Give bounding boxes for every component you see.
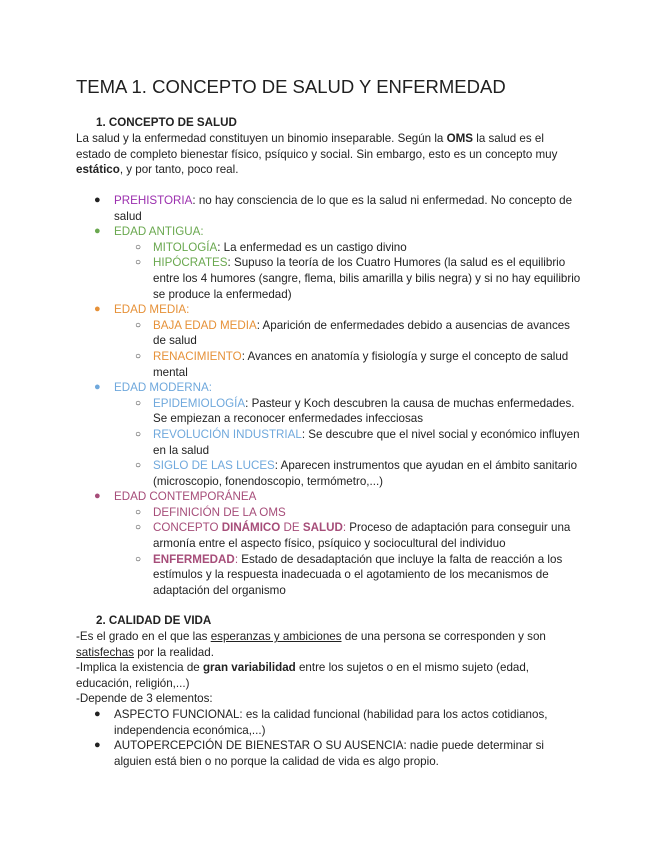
list-item-siglo-luces: [76, 458, 586, 489]
edad-antigua-label: EDAD ANTIGUA:: [114, 225, 204, 239]
calidad-line-1-b: de una persona se corresponden y son: [341, 630, 546, 643]
esperanzas-underlined: esperanzas y ambiciones: [210, 630, 342, 643]
enfermedad-text: Estado de desadaptación que incluye la falta de reacción a los estímulos y la respuesta inadecuada o el agotamiento de los mecanismos de adaptación del organismo: [153, 552, 563, 597]
bullet-icon: ●: [94, 303, 101, 316]
concepto-text: Proceso de adaptación para conseguir una armonía entre el aspecto físico, psíquico y sociocultural del individuo: [153, 521, 571, 551]
intro-text-1: La salud y la enfermedad constituyen un binomio inseparable. Según la: [76, 132, 447, 145]
list-item-mitologia: [76, 240, 586, 256]
circle-bullet-icon: ○: [135, 553, 142, 565]
calidad-line-1-a: -Es el grado en el que las: [76, 630, 211, 643]
calidad-line-2-a: -Implica la existencia de: [76, 661, 203, 674]
epidemiologia-label: EPIDEMIOLOGÍA: [153, 396, 246, 410]
baja-edad-media-text: : Aparición de enfermedades debido a ausencias de avances de salud: [153, 318, 570, 348]
list-item-edad-media: [76, 302, 586, 318]
circle-bullet-icon: ○: [135, 397, 142, 409]
calidad-line-2: [76, 660, 546, 691]
list-item-concepto-dinamico: [76, 520, 586, 551]
autopercepcion-text: AUTOPERCEPCIÓN DE BIENESTAR O SU AUSENCIA: nadie puede determinar si alguien está bien o no porque la calidad de vida es algo propio.: [114, 739, 544, 768]
list-item-prehistoria: [76, 193, 586, 224]
bullet-icon: ●: [94, 739, 101, 752]
satisfechas-underlined: satisfechas: [76, 645, 134, 659]
concepto-de-label: DE: [280, 521, 303, 535]
baja-edad-media-label: BAJA EDAD MEDIA: [153, 318, 257, 332]
hipocrates-label: HIPÓCRATES: [153, 256, 228, 270]
intro-paragraph: [76, 131, 576, 178]
history-list: [76, 193, 586, 598]
calidad-line-3: -Depende de 3 elementos:: [76, 692, 213, 705]
bullet-icon: ●: [94, 490, 101, 503]
aspecto-funcional-text: ASPECTO FUNCIONAL: es la calidad funcional (habilidad para los actos cotidianos, independencia económica,...): [114, 708, 548, 737]
list-item-edad-contemporanea: [76, 489, 586, 505]
list-item-hipocrates: [76, 255, 586, 302]
prehistoria-text: : no hay consciencia de lo que es la salud ni enfermedad. No concepto de salud: [114, 194, 573, 223]
list-item-renacimiento: [76, 349, 586, 380]
circle-bullet-icon: ○: [135, 428, 142, 440]
salud-bold: SALUD: [302, 521, 343, 535]
circle-bullet-icon: ○: [135, 350, 142, 362]
prehistoria-label: PREHISTORIA: [114, 194, 193, 207]
enfermedad-label: ENFERMEDAD: [153, 552, 235, 566]
circle-bullet-icon: ○: [135, 460, 142, 472]
epidemiologia-text: : Pasteur y Koch descubren la causa de muchas enfermedades. Se empiezan a reconocer enfermedades infecciosas: [153, 396, 575, 426]
list-item-aspecto-funcional: [76, 707, 566, 738]
edad-media-label: EDAD MEDIA:: [114, 303, 190, 317]
mitologia-text: : La enfermedad es un castigo divino: [217, 240, 407, 254]
revolucion-label: REVOLUCIÓN INDUSTRIAL: [153, 427, 302, 441]
intro-text-3: , y por tanto, poco real.: [119, 163, 239, 177]
estatico-bold: estático: [76, 163, 120, 177]
calidad-list: [76, 707, 566, 769]
circle-bullet-icon: ○: [135, 257, 142, 269]
list-item-revolucion-industrial: [76, 427, 586, 458]
enfermedad-colon: :: [234, 552, 239, 566]
edad-contemporanea-label: EDAD CONTEMPORÁNEA: [114, 490, 257, 504]
list-item-edad-antigua: [76, 224, 586, 240]
concepto-colon: :: [342, 521, 347, 535]
list-item-edad-moderna: [76, 380, 586, 396]
oms-bold: OMS: [446, 132, 474, 145]
circle-bullet-icon: ○: [135, 506, 142, 518]
bullet-icon: ●: [94, 381, 101, 394]
bullet-icon: ●: [94, 225, 101, 238]
calidad-line-1-c: por la realidad.: [134, 645, 214, 659]
page-title: TEMA 1. CONCEPTO DE SALUD Y ENFERMEDAD: [76, 76, 506, 97]
section-heading-calidad-vida: 2. CALIDAD DE VIDA: [96, 614, 212, 627]
bullet-icon: ●: [94, 708, 101, 720]
list-item-enfermedad: [76, 552, 586, 599]
section-heading-concepto-salud: 1. CONCEPTO DE SALUD: [96, 116, 237, 129]
mitologia-label: MITOLOGÍA: [153, 240, 218, 254]
renacimiento-text: : Avances en anatomía y fisiología y surge el concepto de salud mental: [153, 349, 569, 379]
calidad-line-2-b: entre los sujetos o en el mismo sujeto (edad, educación, religión,...): [76, 661, 530, 690]
renacimiento-label: RENACIMIENTO: [153, 349, 242, 363]
list-item-baja-edad-media: [76, 318, 586, 349]
hipocrates-text: : Supuso la teoría de los Cuatro Humores (la salud es el equilibrio entre los 4 humores (sangre, flema, bilis amarilla y bilis negra) y si no hay equilibrio se produce la enfermedad): [153, 256, 581, 301]
siglo-luces-label: SIGLO DE LAS LUCES: [153, 459, 275, 473]
list-item-epidemiologia: [76, 396, 586, 427]
list-item-autopercepcion: [76, 738, 566, 769]
definicion-oms-label: DEFINICIÓN DE LA OMS: [153, 505, 286, 519]
calidad-line-1: [76, 629, 566, 660]
circle-bullet-icon: ○: [135, 319, 142, 331]
edad-moderna-label: EDAD MODERNA:: [114, 381, 212, 395]
circle-bullet-icon: ○: [135, 241, 142, 253]
concepto-label: CONCEPTO: [153, 521, 222, 535]
list-item-definicion-oms: [76, 505, 586, 521]
revolucion-text: : Se descubre que el nivel social y económico influyen en la salud: [153, 427, 580, 457]
gran-variabilidad-bold: gran variabilidad: [202, 661, 296, 674]
intro-text-2: la salud es el estado de completo bienestar físico, psíquico y social. Sin embargo, esto es un concepto muy: [76, 132, 558, 161]
dinamico-bold: DINÁMICO: [221, 521, 281, 535]
siglo-luces-text: : Aparecen instrumentos que ayudan en el ámbito sanitario (microscopio, fonendoscopio, termómetro,...): [153, 459, 578, 488]
bullet-icon: ●: [94, 194, 101, 206]
circle-bullet-icon: ○: [135, 522, 142, 534]
